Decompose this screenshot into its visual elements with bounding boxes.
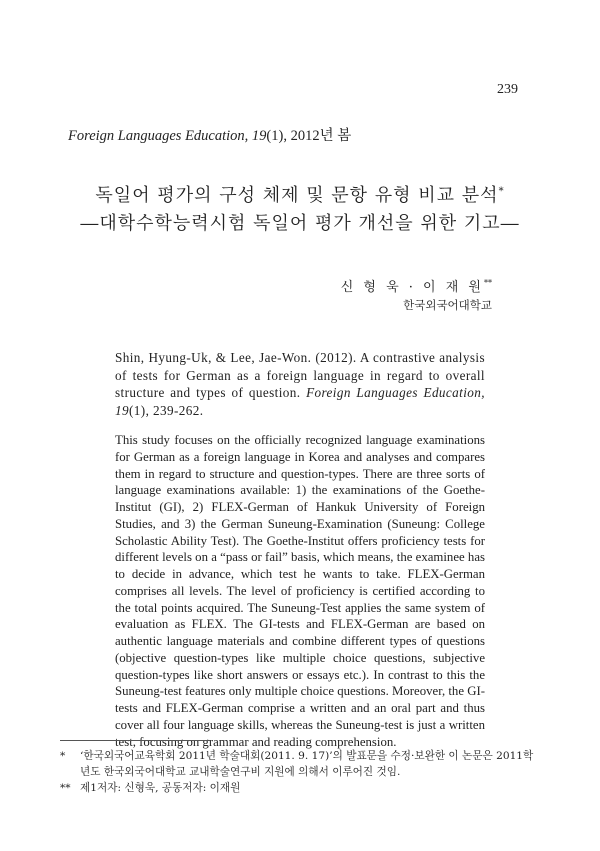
- citation: [115, 349, 485, 419]
- footnotes: [60, 748, 540, 796]
- affiliation: 한국외국어대학교: [403, 298, 492, 312]
- footnote-text: 제1저자: 신형욱, 공동저자: 이재원: [80, 782, 241, 794]
- citation-pages: (1), 239-262.: [129, 402, 204, 418]
- abstract: This study focuses on the officially recognized language examinations for German as a foreign language in Korea and analyses and compares them in regard to structure and question-types. There are three sorts of language examinations available: 1) the examinations of the Goethe-Institut (GI), 2) FLEX-German of Hankuk University of Foreign Studies, and 3) the German Suneung-Examination (Suneung: College Scholastic Ability Test). The Goethe-Institut offers proficiency tests for different levels on a “pass or fail” basis, which means, the examinee has to decide in advance, which test he wants to take. FLEX-German comprises all levels. The level of proficiency is certified according to the total points acquired. The Suneung-Test applies the same system of evaluation as FLEX. The GI-tests and FLEX-German are based on authentic language materials and combine different types of questions (objective question-types like multiple choice questions, subjective question-types like short answers or essays etc.). In contrast to this the Suneung-test features only multiple choice questions. Moreover, the GI-tests and FLEX-German comprise a written and an oral part and thus cover all four language skills, whereas the Suneung-test is just a written test, focusing on grammar and reading comprehension.: [115, 433, 485, 749]
- citation-text: Shin, Hyung-Uk, & Lee, Jae-Won. (2012). A contrastive analysis of tests for German as a foreign language in regard to overall structure and types of question.: [115, 350, 485, 400]
- title-block: [0, 178, 600, 238]
- paper-title: [0, 178, 600, 210]
- footnote-mark: **: [60, 782, 71, 794]
- footnote-mark: *: [60, 750, 66, 762]
- paper-title-text: 독일어 평가의 구성 체제 및 문항 유형 비교 분석: [95, 185, 499, 206]
- paper-subtitle: ―대학수학능력시험 독일어 평가 개선을 위한 기고―: [80, 213, 520, 234]
- footnote-text: ‘한국외국어교육학회 2011년 학술대회(2011. 9. 17)’의 발표문을 수정·보완한 이 논문은 2011학년도 한국외국어대학교 교내학술연구비 지원에 의해서 이루어진 것임.: [80, 750, 534, 778]
- journal-line: [68, 124, 351, 145]
- author-footnote-mark: **: [484, 278, 492, 288]
- journal-issue-year: (1), 2012년 봄: [266, 128, 352, 144]
- authors: [341, 276, 492, 295]
- page-number: 239: [497, 82, 518, 97]
- footnote-divider: [60, 740, 210, 741]
- journal-name: Foreign Languages Education,: [68, 128, 249, 144]
- citation-journal: Foreign Languages Education, 19: [115, 385, 485, 418]
- title-footnote-mark: *: [498, 186, 505, 197]
- author-names: 신 형 욱 · 이 재 원: [340, 280, 484, 295]
- footnote-2: [60, 780, 540, 796]
- journal-volume: 19: [251, 128, 267, 144]
- footnote-1: [60, 748, 540, 780]
